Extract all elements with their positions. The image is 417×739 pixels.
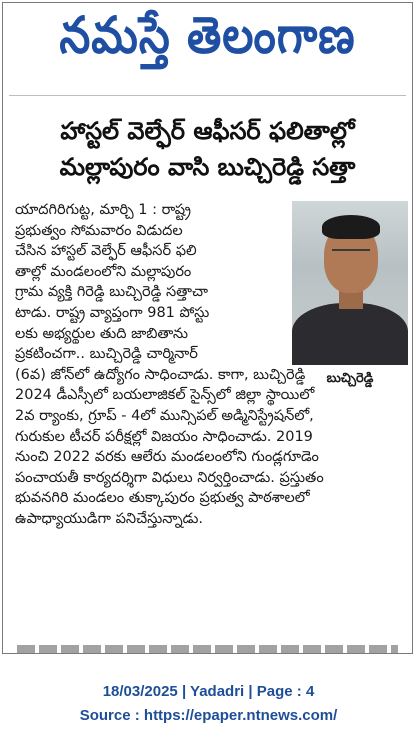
newspaper-clipping [2, 2, 413, 654]
article-line: గురుకుల టీచర్ పరీక్షల్లో విజయం సాధించాడు. 2019 [15, 428, 313, 445]
article-line: ప్రకటించగా.. బుచ్చిరెడ్డి చార్మినార్ [15, 346, 198, 363]
divider [9, 95, 406, 96]
article-line: ప్రభుత్వం సోమవారం విడుదల [15, 222, 183, 239]
photo-caption: బుచ్చిరెడ్డి [326, 371, 374, 386]
article-line: పంచాయతీ కార్యదర్శిగా విధులు నిర్వర్తించాడు. ప్రస్తుతం [15, 469, 324, 486]
article-line: తాల్లో మండలంలోని మల్లాపురం [15, 263, 192, 280]
article-line: నుంచి 2022 వరకు ఆలేరు మండలంలోని గుండ్లగూడెం [15, 449, 319, 466]
footer-date-edition: 18/03/2025 | Yadadri | Page : 4 [102, 683, 315, 700]
footer-source: Source : https://epaper.ntnews.com/ [79, 707, 338, 724]
article-line: భువనగిరి మండలం తుక్కాపురం ప్రభుత్వ పాఠశాలలో [15, 490, 310, 507]
photo-block [292, 201, 409, 401]
footer [0, 680, 417, 728]
headline-line-2: మల్లాపురం వాసి బుచ్చిరెడ్డి సత్తా [59, 153, 356, 181]
article-line: 2వ ర్యాంకు, గ్రూప్ - 4లో మున్సిపల్ అడ్మినిస్ట్రేషన్‌లో, [15, 407, 314, 424]
article-line: టాడు. రాష్ట్ర వ్యాప్తంగా 981 పోస్టు [15, 304, 210, 321]
portrait-photo [292, 201, 408, 365]
article-line: చేసిన హాస్టల్ వెల్ఫేర్ ఆఫీసర్ ఫలి [15, 243, 197, 260]
article-line: (6వ) జోన్‌లో ఉద్యోగం సాధించాడు. కాగా, బుచ్చిరెడ్డి [15, 366, 306, 383]
article-line: 2024 డీఎస్సీలో బయలాజికల్ సైన్స్‌లో జిల్లా స్థాయిలో [15, 387, 315, 404]
article-line: లకు అభ్యర్థుల తుది జాబితాను [15, 325, 189, 342]
masthead [3, 3, 412, 81]
headline-line-1: హాస్టల్ వెల్ఫేర్ ఆఫీసర్ ఫలితాల్లో [60, 117, 355, 145]
headline [3, 113, 412, 185]
article-line: యాదగిరిగుట్ట, మార్చి 1 : రాష్ట్ర [15, 202, 191, 218]
article-line: ఉపాధ్యాయుడిగా పనిచేస్తున్నాడు. [15, 510, 204, 527]
masthead-title: నమస్తే తెలంగాణ [59, 6, 356, 65]
truncated-next-headline [17, 645, 398, 653]
article-line: గ్రామ వ్యక్తి గిరెడ్డి బుచ్చిరెడ్డి సత్తాచా [15, 284, 208, 301]
